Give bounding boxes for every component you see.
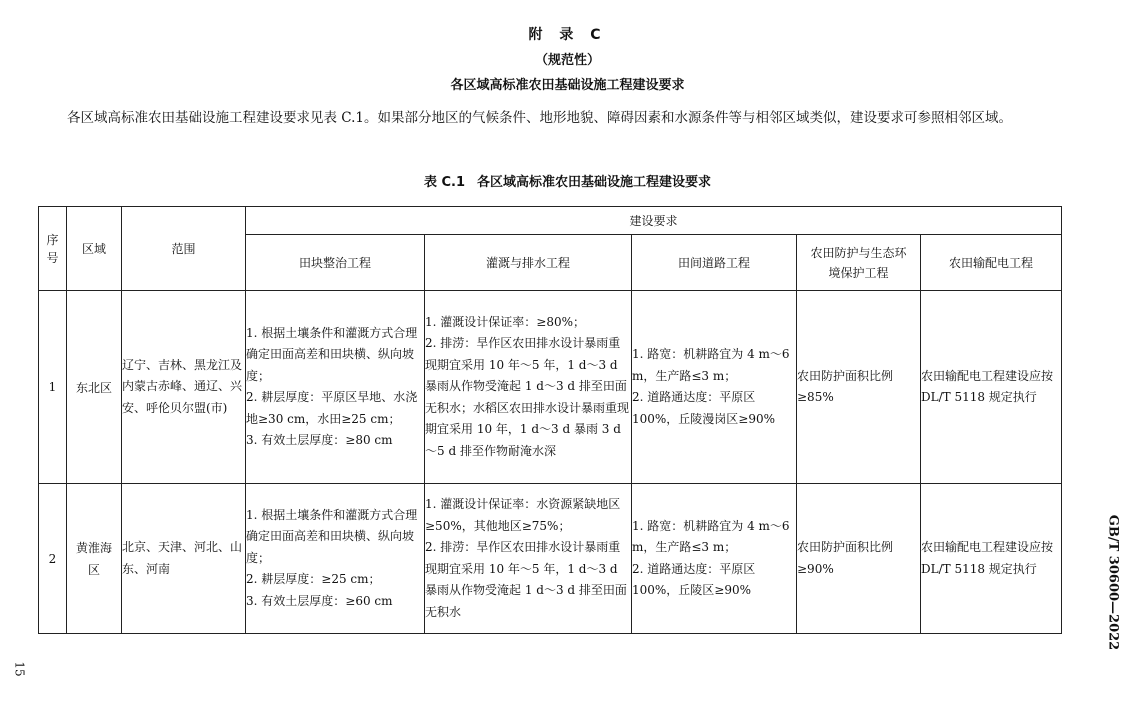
- header-requirements: 建设要求: [246, 207, 1062, 235]
- row-irrigation: [425, 484, 632, 634]
- header-field-leveling: 田块整治工程: [246, 235, 425, 291]
- requirement-line: 2. 道路通达度：平原区100%，丘陵漫岗区≥90%: [632, 390, 776, 426]
- row-region: 黄淮海区: [67, 484, 122, 634]
- header-road: 田间道路工程: [632, 235, 797, 291]
- requirement-line: 1. 灌溉设计保证率：水资源紧缺地区≥50%，其他地区≥75%；: [425, 497, 621, 533]
- requirement-line: 1. 路宽：机耕路宜为 4 m～6 m，生产路≤3 m；: [632, 347, 790, 383]
- row-index: 1: [39, 291, 67, 484]
- requirement-line: 2. 耕层厚度：≥25 cm；: [246, 572, 381, 587]
- requirements-table: [38, 206, 1062, 634]
- page-number: 15: [12, 661, 27, 677]
- row-power: 农田输配电工程建设应按 DL/T 5118 规定执行: [921, 484, 1062, 634]
- row-field-leveling: [246, 291, 425, 484]
- row-region: 东北区: [67, 291, 122, 484]
- requirement-line: 3. 有效土层厚度：≥80 cm: [246, 433, 393, 447]
- requirement-line: 2. 排涝：旱作区农田排水设计暴雨重现期宜采用 10 年～5 年，1 d～3 d 暴雨从作物受淹起 1 d～3 d 排至田面无积水；水稻区农田排水设计暴雨重现期宜采用 10 年，1 d～3 d 暴雨 3 d～5 d 排至作物耐淹水深: [425, 336, 630, 458]
- requirement-line: 1. 路宽：机耕路宜为 4 m～6 m，生产路≤3 m；: [632, 518, 790, 554]
- row-irrigation: [425, 291, 632, 484]
- row-protection: 农田防护面积比例≥85%: [797, 291, 921, 484]
- requirement-line: 2. 道路通达度：平原区100%，丘陵区≥90%: [632, 561, 756, 597]
- row-scope: 北京、天津、河北、山东、河南: [122, 484, 246, 634]
- header-power: 农田输配电工程: [921, 235, 1062, 291]
- header-index: 序号: [39, 207, 67, 291]
- appendix-nature: （规范性）: [534, 53, 600, 68]
- row-road: [632, 484, 797, 634]
- header-region: 区域: [67, 207, 122, 291]
- appendix-label: 附 录 C: [528, 27, 607, 43]
- row-road: [632, 291, 797, 484]
- table-number: 表 C.1: [423, 175, 466, 190]
- requirement-line: 1. 根据土壤条件和灌溉方式合理确定田面高差和田块横、纵向坡度；: [246, 507, 418, 565]
- table-row: [39, 484, 1062, 634]
- row-scope: 辽宁、吉林、黑龙江及内蒙古赤峰、通辽、兴安、呼伦贝尔盟(市): [122, 291, 246, 484]
- header-protection: 农田防护与生态环境保护工程: [797, 235, 921, 291]
- header-scope: 范围: [122, 207, 246, 291]
- requirement-line: 2. 排涝：旱作区农田排水设计暴雨重现期宜采用 10 年～5 年，1 d～3 d 暴雨从作物受淹起 1 d～3 d 排至田面无积水: [425, 540, 627, 619]
- appendix-title: 各区域高标准农田基础设施工程建设要求: [450, 78, 685, 93]
- table-title: 各区域高标准农田基础设施工程建设要求: [477, 175, 712, 190]
- requirement-line: 2. 耕层厚度：平原区旱地、水浇地≥30 cm，水田≥25 cm；: [246, 390, 418, 426]
- requirement-line: 1. 根据土壤条件和灌溉方式合理确定田面高差和田块横、纵向坡度；: [246, 325, 418, 383]
- row-protection: 农田防护面积比例≥90%: [797, 484, 921, 634]
- row-field-leveling: [246, 484, 425, 634]
- standard-code: GB/T 30600—2022: [1105, 514, 1121, 651]
- row-index: 2: [39, 484, 67, 634]
- intro-paragraph: 各区域高标准农田基础设施工程建设要求见表 C.1。如果部分地区的气候条件、地形地貌、障碍因素和水源条件等与相邻区域类似，建设要求可参照相邻区域。: [67, 110, 1013, 126]
- table-row: [39, 291, 1062, 484]
- table-caption: [0, 171, 1135, 190]
- header-irrigation: 灌溉与排水工程: [425, 235, 632, 291]
- requirement-line: 1. 灌溉设计保证率：≥80%；: [425, 314, 585, 329]
- row-power: 农田输配电工程建设应按 DL/T 5118 规定执行: [921, 291, 1062, 484]
- requirement-line: 3. 有效土层厚度：≥60 cm: [246, 593, 393, 608]
